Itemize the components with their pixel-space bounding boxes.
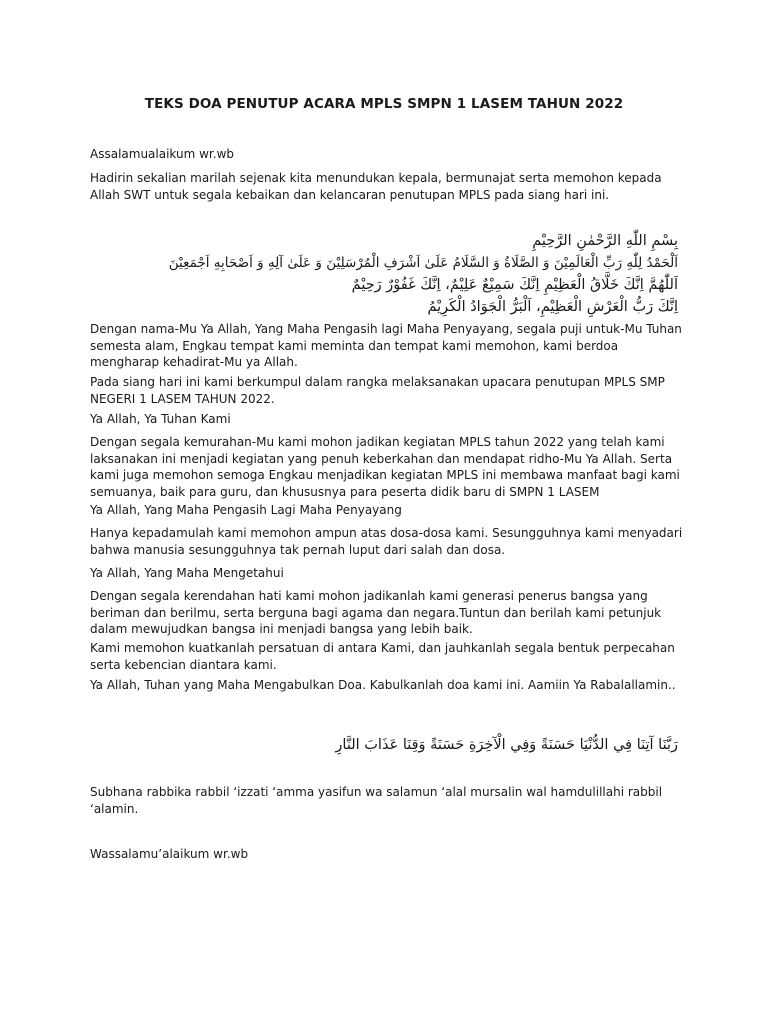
paragraph-5: Dengan segala kerendahan hati kami mohon jadikanlah kami generasi penerus bangsa yang beriman dan berilmu, serta berguna bagi agama dan negara.Tuntun dan berilah kami petunjuk dalam mewujudkan bangsa ini menjadi bangsa yang lebih baik. xyxy=(90,589,662,636)
paragraph-6: Kami memohon kuatkanlah persatuan di antara Kami, dan jauhkanlah segala bentuk perpecahan serta kebencian diantara kami. xyxy=(90,641,675,672)
paragraph-7: Ya Allah, Tuhan yang Maha Mengabulkan Doa. Kabulkanlah doa kami ini. Aamiin Ya Rabalallamin.. xyxy=(90,678,676,692)
paragraph-2: Pada siang hari ini kami berkumpul dalam rangka melaksanakan upacara penutupan MPLS SMP NEGERI 1 LASEM TAHUN 2022. xyxy=(90,375,665,406)
arabic-closing-prayer: رَبَّنَا آتِنَا فِي الدُّنْيَا حَسَنَةً وَفِي الْآخِرَةِ حَسَنَةً وَقِنَا عَذَابَ النَّارِ xyxy=(335,737,678,753)
heading-ya-tuhan-kami: Ya Allah, Ya Tuhan Kami xyxy=(90,412,231,426)
heading-maha-pengasih: Ya Allah, Yang Maha Pengasih Lagi Maha Penyayang xyxy=(90,503,402,517)
paragraph-3: Dengan segala kemurahan-Mu kami mohon jadikan kegiatan MPLS tahun 2022 yang telah kami laksanakan ini menjadi kegiatan yang penuh keberkahan dan mendapat ridho-Mu Ya Allah. Serta kami juga memohon semoga Engkau menjadikan kegiatan MPLS ini membawa manfaat bagi kami semuanya, baik para guru, dan khususnya para peserta didik baru di SMPN 1 LASEM xyxy=(90,435,680,499)
greeting: Assalamualaikum wr.wb xyxy=(90,147,235,161)
closing-prayer: Subhana rabbika rabbil ‘izzati ‘amma yasifun wa salamun ‘alal mursalin wal hamdulillahi rabbil ‘alamin. xyxy=(90,785,663,816)
arabic-opening-line-1: بِسْمِ اللّٰهِ الرَّحْمٰنِ الرَّحِيْمِ xyxy=(532,233,678,249)
document-title: TEKS DOA PENUTUP ACARA MPLS SMPN 1 LASEM TAHUN 2022 xyxy=(144,96,624,112)
farewell: Wassalamu’alaikum wr.wb xyxy=(90,847,249,861)
intro-paragraph: Hadirin sekalian marilah sejenak kita menundukan kepala, bermunajat serta memohon kepada Allah SWT untuk segala kebaikan dan kelancaran penutupan MPLS pada siang hari ini. xyxy=(90,171,662,202)
arabic-opening-line-3: اَللّٰهُمَّ اِنَّكَ خَلَّاقُ الْعَظِيْمِ اِنَّكَ سَمِيْعٌ عَلِيْمٌ، اِنَّكَ غَفُوْرٌ رَحِيْمٌ xyxy=(351,277,678,293)
arabic-opening-line-2: اَلْحَمْدُ لِلّٰهِ رَبِّ الْعَالَمِيْنَ وَ الصَّلَاةُ وَ السَّلَامُ عَلَىٰ اَشْرَفِ الْمُرْسَلِيْنَ وَ عَلَىٰ آلِهِ وَ اَصْحَابِهِ اَجْمَعِيْنَ xyxy=(168,255,678,271)
paragraph-4: Hanya kepadamulah kami memohon ampun atas dosa-dosa kami. Sesungguhnya kami menyadari bahwa manusia sesungguhnya tak pernah luput dari salah dan dosa. xyxy=(90,526,683,557)
paragraph-1: Dengan nama-Mu Ya Allah, Yang Maha Pengasih lagi Maha Penyayang, segala puji untuk-Mu Tuhan semesta alam, Engkau tempat kami meminta dan tempat kami memohon, kami berdoa mengharap kehadirat-Mu ya Allah. xyxy=(90,322,682,369)
heading-maha-mengetahui: Ya Allah, Yang Maha Mengetahui xyxy=(90,566,284,580)
arabic-opening-line-4: اِنَّكَ رَبُّ الْعَرْشِ الْعَظِيْمِ، اَلْبَرُّ الْجَوَادُ الْكَرِيْمُ xyxy=(427,299,678,315)
